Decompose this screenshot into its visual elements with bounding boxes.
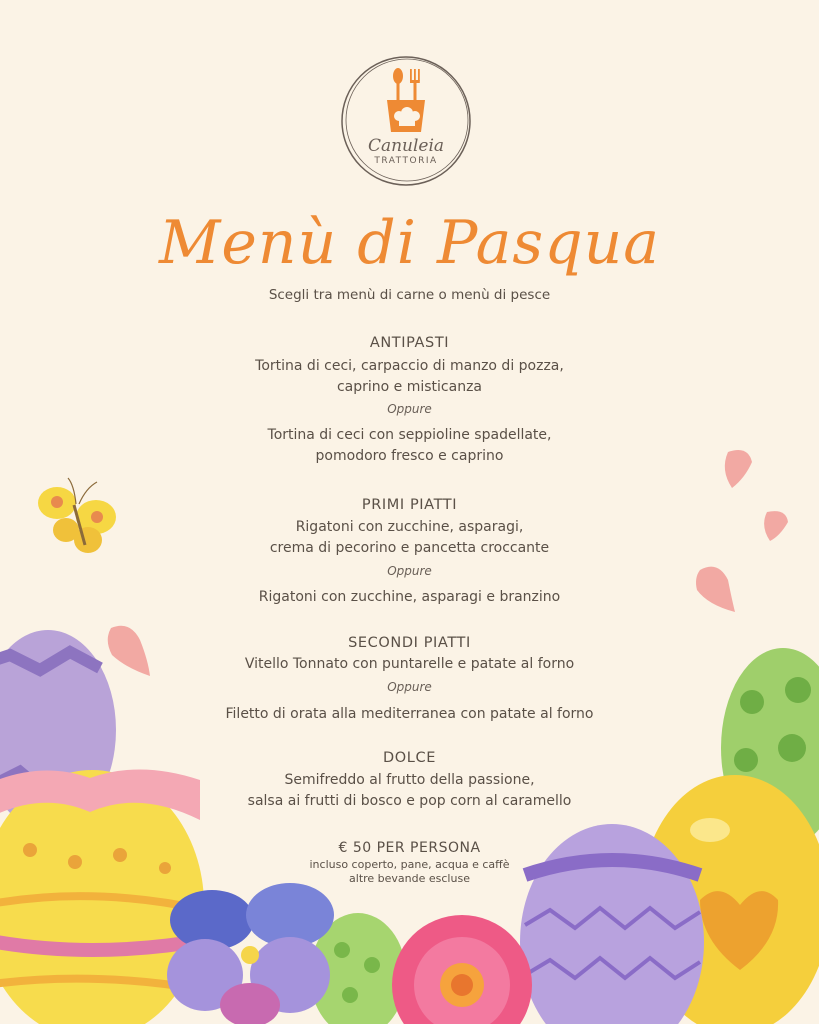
price-note [0, 858, 819, 886]
daisy-flower-icon [392, 915, 532, 1024]
dish-option-1 [0, 356, 819, 398]
oppure-label: Oppure [387, 680, 432, 694]
pansy-flower-icon [167, 883, 334, 1024]
section-heading: ANTIPASTI [369, 335, 450, 351]
dish-line: caprino e misticanza [336, 379, 483, 395]
dish-line: Semifreddo al frutto della passione, [284, 772, 535, 788]
dish-line: pomodoro fresco e caprino [315, 448, 504, 464]
dish-line: Vitello Tonnato con puntarelle e patate al forno [244, 656, 575, 672]
page-subtitle: Scegli tra menù di carne o menù di pesce [268, 287, 551, 303]
dish-option-1 [0, 654, 819, 675]
price-label: € 50 PER PERSONA [338, 840, 481, 856]
dish-option-2 [0, 587, 819, 608]
section-heading-secondi: SECONDI PIATTI [348, 635, 471, 651]
dish-line: Rigatoni con zucchine, asparagi, [295, 519, 524, 535]
dish-line: salsa ai frutti di bosco e pop corn al caramello [247, 793, 572, 809]
logo-emblem-icon [337, 52, 475, 190]
dish-line: Tortina di ceci con seppioline spadellate, [267, 427, 552, 443]
logo-subtitle: TRATTORIA [374, 156, 438, 166]
dish-line: Tortina di ceci, carpaccio di manzo di pozza, [255, 358, 564, 374]
dish-option-2 [0, 425, 819, 467]
oppure-label: Oppure [387, 564, 432, 578]
restaurant-logo [337, 52, 475, 190]
page-title: Menù di Pasqua [158, 208, 661, 278]
section-heading-dolce: DOLCE [383, 750, 436, 766]
section-heading-primi: PRIMI PIATTI [361, 497, 458, 513]
dish-option-2 [0, 704, 819, 725]
dish-line: crema di pecorino e pancetta croccante [269, 540, 550, 556]
price-note-line: incluso coperto, pane, acqua e caffè [309, 858, 510, 871]
price-note-line: altre bevande escluse [349, 872, 470, 885]
oppure-label: Oppure [387, 402, 432, 416]
menu-section-antipasti [0, 335, 819, 351]
dish-line: Filetto di orata alla mediterranea con patate al forno [225, 706, 594, 722]
dish-line: Rigatoni con zucchine, asparagi e branzino [258, 589, 561, 605]
dish-option-1 [0, 770, 819, 812]
dish-option-1 [0, 517, 819, 559]
logo-name: Canuleia [367, 136, 445, 156]
